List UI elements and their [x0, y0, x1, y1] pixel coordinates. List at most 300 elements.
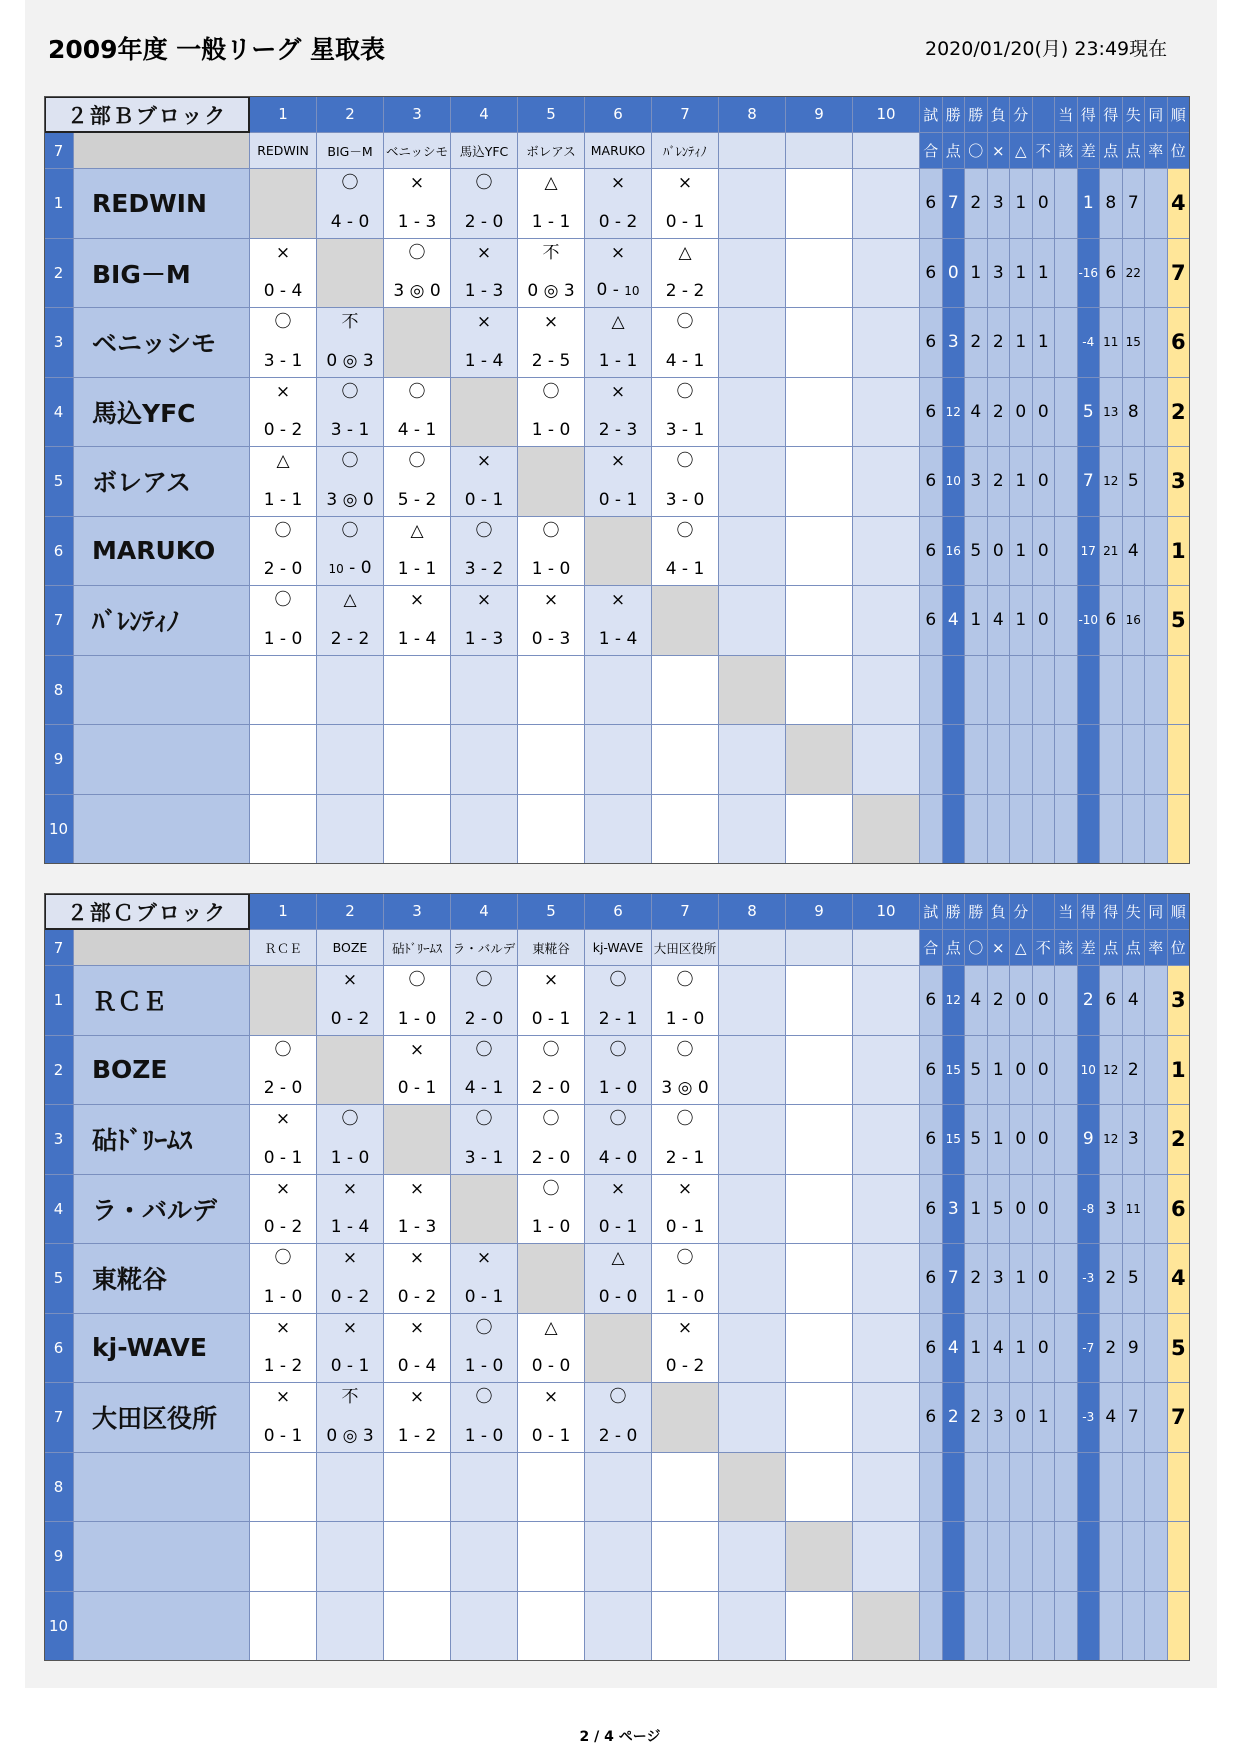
column-number: 4	[451, 96, 518, 133]
stat-value: 0	[1033, 1314, 1056, 1384]
match-result-cell	[786, 586, 853, 656]
stat-value: 1	[1033, 1383, 1056, 1453]
stat-header: 勝	[965, 893, 988, 930]
stat-header: 差	[1078, 930, 1101, 966]
score-for: 1	[531, 211, 543, 232]
score-against: 0	[358, 211, 370, 232]
match-score	[532, 351, 571, 371]
stat-value	[965, 725, 988, 795]
stat-value: 10	[1078, 1036, 1101, 1106]
stat-value: 13	[1100, 378, 1123, 448]
stat-value: 2	[1078, 966, 1101, 1036]
result-symbol: 〇	[408, 970, 426, 990]
score-separator: -	[542, 1147, 560, 1168]
match-result-cell	[719, 1314, 786, 1384]
match-result-cell	[652, 1592, 719, 1662]
stat-value	[1055, 1522, 1078, 1592]
match-result-cell	[384, 1244, 451, 1314]
stat-value	[988, 795, 1011, 865]
stat-value	[1055, 517, 1078, 587]
stat-value	[1078, 1592, 1101, 1662]
result-symbol: △	[611, 312, 625, 332]
score-for: 1	[464, 281, 476, 301]
match-result-cell	[853, 1036, 920, 1106]
result-symbol: 〇	[676, 970, 694, 990]
match-result-cell	[786, 239, 853, 309]
self-match-cell	[518, 1244, 585, 1314]
result-symbol: ×	[543, 312, 559, 332]
score-for: 2	[263, 1078, 275, 1098]
stat-value	[1055, 239, 1078, 309]
score-for: 1	[397, 1008, 409, 1029]
score-against: 1	[693, 211, 705, 232]
score-against: 3	[559, 628, 571, 649]
self-match-cell	[786, 1522, 853, 1592]
result-symbol: ×	[543, 590, 559, 610]
score-separator: ◎	[337, 350, 363, 371]
match-score	[532, 1148, 571, 1168]
score-separator: -	[676, 489, 694, 510]
stat-value	[1055, 1175, 1078, 1245]
stat-value	[1168, 725, 1191, 795]
stat-value	[1168, 1453, 1191, 1523]
column-team-name: kj‐WAVE	[585, 930, 652, 966]
stat-value	[1078, 1453, 1101, 1523]
score-separator: -	[408, 420, 426, 440]
match-result-cell	[585, 1592, 652, 1662]
score-for: 1	[263, 489, 275, 510]
score-for: 0	[531, 1425, 543, 1446]
score-against: 0	[559, 559, 571, 579]
self-match-cell	[451, 1175, 518, 1245]
stat-value: 15	[943, 1036, 966, 1106]
match-result-cell	[317, 517, 384, 587]
score-separator: -	[408, 1078, 426, 1098]
stat-value: 15	[1123, 308, 1146, 378]
match-result-cell	[451, 1105, 518, 1175]
match-result-cell	[853, 586, 920, 656]
result-symbol: 不	[542, 242, 560, 263]
column-team-name: ﾊﾞﾚﾝﾃｨﾉ	[652, 133, 719, 169]
match-result-cell	[719, 1592, 786, 1662]
column-number: 8	[719, 96, 786, 133]
column-team-name: REDWIN	[250, 133, 317, 169]
match-result-cell	[317, 586, 384, 656]
result-symbol: ×	[543, 1387, 559, 1407]
match-result-cell	[719, 725, 786, 795]
stat-header: 率	[1145, 930, 1168, 966]
score-against: 3	[626, 420, 638, 440]
stat-value: -8	[1078, 1175, 1101, 1245]
score-separator: -	[341, 1008, 359, 1029]
column-number: 5	[518, 96, 585, 133]
match-result-cell	[853, 1383, 920, 1453]
result-symbol: ×	[342, 1248, 358, 1268]
score-separator: ◎	[672, 1078, 698, 1098]
self-match-cell	[652, 1383, 719, 1453]
match-result-cell	[451, 725, 518, 795]
stat-value	[1055, 1244, 1078, 1314]
stat-value: 1	[1010, 586, 1033, 656]
score-for: 2	[531, 1147, 543, 1168]
match-score	[398, 420, 437, 440]
team-count: 7	[44, 133, 74, 169]
match-score	[599, 490, 638, 510]
score-for: 0	[531, 628, 543, 649]
score-for: 0	[330, 1008, 342, 1029]
result-symbol: ×	[342, 1317, 358, 1338]
stat-value	[1123, 656, 1146, 726]
result-symbol: △	[678, 242, 692, 263]
score-against: 0	[425, 1008, 437, 1029]
column-team-name: 馬込YFC	[451, 133, 518, 169]
stat-value	[1145, 517, 1168, 587]
result-symbol: 〇	[542, 381, 560, 402]
score-against: 2	[291, 1217, 303, 1237]
stat-value: 4	[965, 378, 988, 448]
column-number: 6	[585, 893, 652, 930]
score-separator: -	[475, 350, 493, 371]
match-result-cell	[585, 656, 652, 726]
match-score	[465, 281, 504, 301]
score-against: 0	[626, 1078, 638, 1098]
result-symbol: 〇	[676, 1039, 694, 1060]
stat-value: 1	[1010, 517, 1033, 587]
result-symbol: △	[544, 173, 558, 193]
column-number: 1	[250, 893, 317, 930]
match-score	[532, 212, 571, 232]
stat-value: 1	[1010, 447, 1033, 517]
match-result-cell	[317, 378, 384, 448]
stat-header: 同	[1145, 893, 1168, 930]
result-symbol: △	[276, 451, 290, 471]
column-team-name	[853, 930, 920, 966]
score-for: 2	[464, 211, 476, 232]
result-symbol: 〇	[341, 451, 359, 471]
match-score	[264, 490, 303, 510]
stat-value	[920, 1453, 943, 1523]
match-result-cell	[384, 1592, 451, 1662]
match-result-cell	[585, 1383, 652, 1453]
score-separator: -	[274, 1286, 292, 1307]
result-symbol: 〇	[676, 451, 694, 471]
team-name: 馬込YFC	[74, 378, 250, 448]
stat-value	[1168, 1592, 1191, 1662]
match-result-cell	[786, 1453, 853, 1523]
result-symbol: 〇	[475, 173, 493, 193]
stat-value: 1	[1033, 308, 1056, 378]
column-team-name: 大田区役所	[652, 930, 719, 966]
match-result-cell	[317, 1105, 384, 1175]
stat-value: 6	[920, 308, 943, 378]
score-for: 4	[464, 1078, 476, 1098]
stat-value: 7	[1078, 447, 1101, 517]
column-team-name	[786, 133, 853, 169]
result-symbol: ×	[275, 1387, 291, 1407]
match-result-cell	[384, 656, 451, 726]
stat-value: 1	[1010, 239, 1033, 309]
score-separator: -	[676, 211, 694, 232]
stat-value: 16	[1123, 586, 1146, 656]
match-result-cell	[451, 586, 518, 656]
match-result-cell	[585, 308, 652, 378]
match-result-cell	[585, 1036, 652, 1106]
match-score	[666, 212, 705, 232]
page-title: 2009年度 一般リーグ 星取表	[48, 35, 385, 64]
match-result-cell	[518, 1105, 585, 1175]
team-name: 砧ﾄﾞﾘｰﾑｽ	[74, 1105, 250, 1175]
team-count: 7	[44, 930, 74, 966]
match-score	[264, 420, 303, 440]
row-number: 10	[44, 795, 74, 865]
team-name: BIG－M	[74, 239, 250, 309]
stat-value: 2	[988, 966, 1011, 1036]
match-score	[599, 1426, 638, 1446]
stat-value: 5	[965, 517, 988, 587]
score-separator: -	[607, 280, 625, 300]
stat-value	[1145, 1105, 1168, 1175]
stat-value: 2	[988, 308, 1011, 378]
match-result-cell	[585, 1244, 652, 1314]
score-separator: -	[408, 628, 426, 649]
match-result-cell	[518, 725, 585, 795]
score-separator: -	[274, 628, 292, 649]
score-against: 1	[693, 420, 705, 440]
result-symbol: 〇	[676, 520, 694, 541]
stat-value	[1100, 795, 1123, 865]
stat-value	[988, 725, 1011, 795]
stat-value: 3	[943, 1175, 966, 1245]
score-against: 0	[492, 1008, 504, 1029]
score-separator: -	[542, 211, 560, 232]
match-result-cell	[317, 1244, 384, 1314]
score-separator: -	[609, 420, 627, 440]
score-separator: -	[274, 1217, 292, 1237]
team-name: ﾊﾞﾚﾝﾃｨﾉ	[74, 586, 250, 656]
stat-value	[965, 1592, 988, 1662]
score-for: 1	[531, 1217, 543, 1237]
stat-header: 点	[943, 133, 966, 169]
stat-value: 7	[1168, 1383, 1191, 1453]
score-against: 0	[429, 281, 441, 301]
score-separator: -	[542, 1008, 560, 1029]
match-score	[465, 1078, 504, 1098]
score-against: 0	[492, 1356, 504, 1376]
match-score	[264, 559, 303, 579]
stat-value	[1123, 795, 1146, 865]
score-for: 0	[263, 1147, 275, 1168]
score-separator: -	[542, 1425, 560, 1446]
stat-header: △	[1010, 930, 1033, 966]
stat-value	[988, 1453, 1011, 1523]
match-result-cell	[250, 239, 317, 309]
stat-value: 6	[920, 1314, 943, 1384]
result-symbol: 〇	[274, 1039, 292, 1060]
team-name: MARUKO	[74, 517, 250, 587]
stat-value: 12	[1100, 447, 1123, 517]
row-number: 2	[44, 239, 74, 309]
score-separator: -	[408, 1008, 426, 1029]
match-result-cell	[384, 966, 451, 1036]
stat-value	[1033, 795, 1056, 865]
row-number: 5	[44, 447, 74, 517]
stat-header: 合	[920, 133, 943, 169]
score-against: 2	[492, 559, 504, 579]
stat-value	[1055, 586, 1078, 656]
match-result-cell	[317, 447, 384, 517]
score-against: 0	[559, 1356, 571, 1376]
stat-value: 15	[943, 1105, 966, 1175]
result-symbol: 〇	[609, 1039, 627, 1060]
match-result-cell	[786, 1383, 853, 1453]
self-match-cell	[853, 795, 920, 865]
stat-value: 2	[1168, 378, 1191, 448]
stat-value: 21	[1100, 517, 1123, 587]
stat-header: 得	[1100, 893, 1123, 930]
match-result-cell	[853, 966, 920, 1036]
stat-value	[1078, 656, 1101, 726]
stat-value	[943, 725, 966, 795]
match-score	[599, 1287, 638, 1307]
match-score	[398, 1009, 437, 1029]
match-score	[666, 1217, 705, 1237]
match-result-cell	[853, 1244, 920, 1314]
match-result-cell	[585, 447, 652, 517]
score-against: 0	[559, 1078, 571, 1098]
score-separator: ◎	[337, 1425, 363, 1446]
match-result-cell	[518, 966, 585, 1036]
score-against: 1	[291, 489, 303, 510]
score-for: 0	[531, 1356, 543, 1376]
score-against: 1	[626, 1008, 638, 1029]
score-separator: -	[475, 281, 493, 301]
score-for: 0	[326, 350, 338, 371]
match-result-cell	[317, 1175, 384, 1245]
match-result-cell	[451, 1314, 518, 1384]
match-score	[532, 1009, 571, 1029]
score-for: 1	[531, 559, 543, 579]
match-result-cell	[518, 169, 585, 239]
match-score	[666, 1009, 705, 1029]
row-number: 9	[44, 725, 74, 795]
stat-value: 11	[1123, 1175, 1146, 1245]
match-result-cell	[853, 447, 920, 517]
match-result-cell	[585, 795, 652, 865]
stat-value: 0	[1033, 1175, 1056, 1245]
score-for: 10	[328, 562, 344, 576]
match-score	[398, 212, 437, 232]
column-team-name: BIG－M	[317, 133, 384, 169]
match-score	[465, 212, 504, 232]
score-against: 1	[626, 350, 638, 371]
match-result-cell	[451, 966, 518, 1036]
column-number: 3	[384, 893, 451, 930]
score-separator: -	[609, 628, 627, 649]
stat-value	[1145, 656, 1168, 726]
score-against: 0	[693, 1008, 705, 1029]
stat-value: 0	[1010, 966, 1033, 1036]
result-symbol: 〇	[676, 1109, 694, 1129]
column-number: 7	[652, 96, 719, 133]
stat-value	[1145, 1314, 1168, 1384]
match-score	[331, 212, 370, 232]
match-result-cell	[786, 169, 853, 239]
match-result-cell	[250, 795, 317, 865]
result-symbol: 〇	[475, 1317, 493, 1338]
match-score	[532, 559, 571, 579]
score-against: 1	[492, 489, 504, 510]
column-number: 8	[719, 893, 786, 930]
stat-value: 3	[965, 447, 988, 517]
stat-header: 当	[1055, 893, 1078, 930]
column-team-name	[719, 133, 786, 169]
match-result-cell	[853, 239, 920, 309]
result-symbol: ×	[610, 1178, 626, 1199]
match-result-cell	[652, 1453, 719, 1523]
stat-value: 12	[943, 378, 966, 448]
result-symbol: 〇	[676, 381, 694, 402]
score-for: 3	[263, 350, 275, 371]
match-result-cell	[384, 169, 451, 239]
column-team-name: ＲＣＥ	[250, 930, 317, 966]
match-score	[398, 490, 437, 510]
match-result-cell	[518, 1453, 585, 1523]
stat-value: 2	[943, 1383, 966, 1453]
score-for: 4	[397, 420, 409, 440]
stat-value: 0	[1010, 378, 1033, 448]
score-for: 1	[464, 1425, 476, 1446]
score-against: 1	[492, 1147, 504, 1168]
score-separator: -	[609, 1147, 627, 1168]
score-separator: -	[475, 1078, 493, 1098]
stat-value	[1055, 1592, 1078, 1662]
match-result-cell	[384, 447, 451, 517]
score-against: 2	[291, 420, 303, 440]
match-result-cell	[719, 1244, 786, 1314]
self-match-cell	[317, 1036, 384, 1106]
stat-value	[1100, 656, 1123, 726]
stat-value: 6	[920, 447, 943, 517]
score-separator: -	[676, 1356, 694, 1376]
score-for: 2	[665, 281, 677, 301]
match-score	[465, 1287, 504, 1307]
match-result-cell	[585, 378, 652, 448]
self-match-cell	[250, 966, 317, 1036]
result-symbol: ×	[409, 1317, 425, 1338]
score-separator: -	[609, 1286, 627, 1307]
match-score	[264, 629, 303, 649]
team-name: REDWIN	[74, 169, 250, 239]
score-against: 1	[693, 350, 705, 371]
stat-value: 4	[1168, 1244, 1191, 1314]
stat-value	[1145, 239, 1168, 309]
column-number: 3	[384, 96, 451, 133]
score-for: 1	[598, 350, 610, 371]
score-for: 1	[665, 1008, 677, 1029]
score-separator: -	[609, 1425, 627, 1446]
stat-header: 〇	[965, 133, 988, 169]
row-number: 4	[44, 378, 74, 448]
score-against: 1	[559, 211, 571, 232]
stat-value: -16	[1078, 239, 1101, 309]
score-separator: -	[542, 628, 560, 649]
stat-value: 4	[965, 966, 988, 1036]
team-header-blank	[74, 930, 250, 966]
row-number: 9	[44, 1522, 74, 1592]
stat-header: 分	[1010, 96, 1033, 133]
score-against: 3	[492, 281, 504, 301]
score-for: 0	[665, 1356, 677, 1376]
